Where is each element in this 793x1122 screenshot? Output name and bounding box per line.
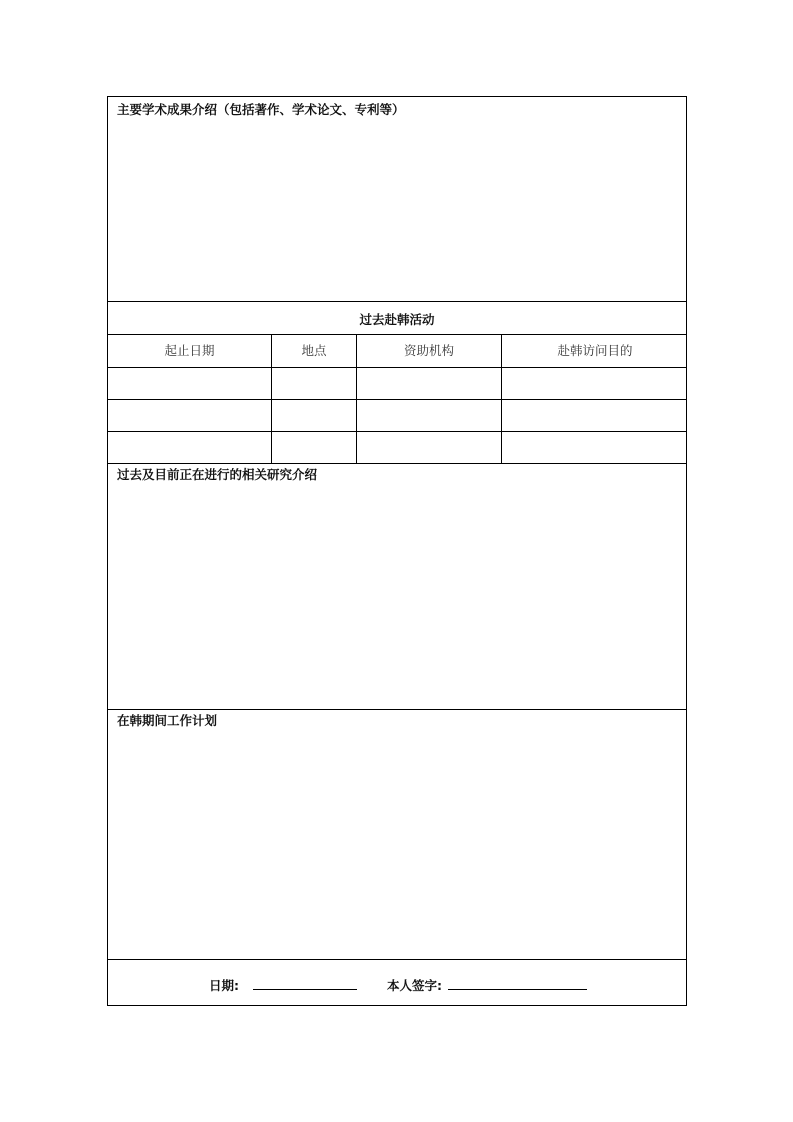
research-label: 过去及目前正在进行的相关研究介绍 xyxy=(117,467,318,482)
table-cell-dates[interactable] xyxy=(108,368,271,399)
divider xyxy=(108,301,686,302)
table-cell-purpose[interactable] xyxy=(502,368,688,399)
table-cell-location[interactable] xyxy=(272,400,356,431)
date-input-line[interactable] xyxy=(253,989,357,990)
column-header-dates: 起止日期 xyxy=(164,343,215,358)
achievements-label: 主要学术成果介绍（包括著作、学术论文、专利等） xyxy=(117,102,405,117)
table-cell-sponsor[interactable] xyxy=(357,368,501,399)
column-header-purpose: 赴韩访问目的 xyxy=(557,343,633,358)
research-field[interactable] xyxy=(108,485,686,708)
column-divider xyxy=(271,334,272,463)
table-cell-dates[interactable] xyxy=(108,432,271,463)
table-cell-location[interactable] xyxy=(272,368,356,399)
table-cell-purpose[interactable] xyxy=(502,400,688,431)
column-divider xyxy=(501,334,502,463)
column-header-location: 地点 xyxy=(301,343,327,358)
work-plan-label: 在韩期间工作计划 xyxy=(117,713,218,728)
column-divider xyxy=(356,334,357,463)
signature-label: 本人签字: xyxy=(387,978,442,993)
table-cell-purpose[interactable] xyxy=(502,432,688,463)
date-label: 日期: xyxy=(209,978,239,993)
past-visits-title: 过去赴韩活动 xyxy=(359,312,435,327)
table-cell-sponsor[interactable] xyxy=(357,400,501,431)
application-form xyxy=(107,96,687,1006)
table-cell-location[interactable] xyxy=(272,432,356,463)
column-header-sponsor: 资助机构 xyxy=(403,343,454,358)
signature-input-line[interactable] xyxy=(448,989,587,990)
divider xyxy=(108,463,686,464)
work-plan-field[interactable] xyxy=(108,731,686,958)
divider xyxy=(108,709,686,710)
table-cell-dates[interactable] xyxy=(108,400,271,431)
achievements-field[interactable] xyxy=(108,121,686,301)
table-cell-sponsor[interactable] xyxy=(357,432,501,463)
divider xyxy=(108,959,686,960)
